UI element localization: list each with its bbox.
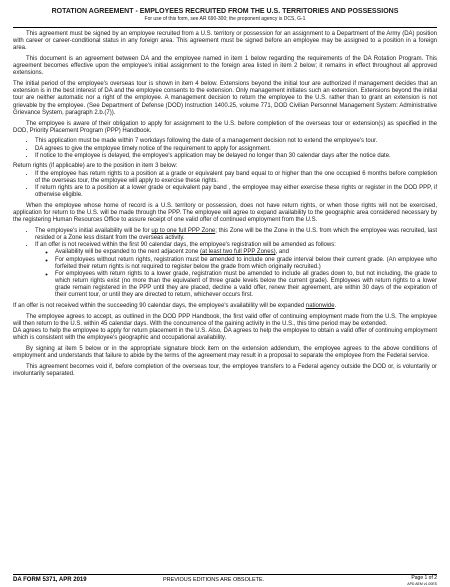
paragraph-text: . xyxy=(334,303,337,310)
paragraph-signature-consent: By signing at item 5 below or in the appropriate signature block item on the extension addendum, the employee agrees to the above conditions of employment and understands that failure to abide by the terms of the agreement may result in a proposal to separate the employee from the Federal service. xyxy=(13,346,437,360)
paragraph-signature-requirement: This agreement must be signed by an employee recruited from a U.S. territory or possession for an assignment to a Department of the Army (DA) position with career or career-conditional status in any foreign area. This agreement must be signed before an employee may be assigned to a position in a foreign area. xyxy=(13,31,437,52)
return-rights-list xyxy=(13,171,437,200)
form-content xyxy=(13,7,437,382)
paragraph-accept-offer: The employee agrees to accept, as outlined in the DOD PPP Handbook, the first valid offer of continuing employment made from the U.S. The employee will then return to the U.S. within 45 calendar days. With the concurrence of the gaining activity in the U.S., this time period may be extended. xyxy=(13,313,437,327)
page-number: Page 1 of 2 xyxy=(411,575,437,581)
header-divider xyxy=(13,27,437,28)
availability-list xyxy=(13,228,437,300)
application-timing-list xyxy=(13,138,437,159)
page-info xyxy=(407,576,437,587)
list-item: • If notice to the employee is delayed, the employee's application may be delayed no longer than 30 calendar days after the notice date. xyxy=(35,153,437,160)
list-text: If an offer is not received within the first 90 calendar days, the employee's registration will be amended as follows: xyxy=(35,242,336,249)
list-text: , and xyxy=(275,249,289,256)
form-subtitle: For use of this form, see AR 690-300; the proponent agency is DCS, G-1 xyxy=(144,16,306,22)
form-title: ROTATION AGREEMENT - EMPLOYEES RECRUITED FROM THE U.S. TERRITORIES AND POSSESSIONS xyxy=(51,8,399,15)
registration-amendment-list xyxy=(35,249,437,299)
paragraph-obligation-to-apply: The employee is aware of their obligation to apply for assignment to the U.S. before completion of the overseas tour or extension(s) as specified in the DOD, Priority Placement Program (PPP) Handbook. xyxy=(13,120,437,134)
list-item xyxy=(35,242,437,299)
underlined-text: up to one full PPP Zone xyxy=(151,227,216,234)
list-item: • If return rights are to a position at a lower grade or equivalent pay band , the employee may either exercise these rights or register in the DOD PPP, if otherwise eligible. xyxy=(35,185,437,199)
underlined-text: (at least two full PPP Zones) xyxy=(199,249,276,256)
paragraph-da-assistance: DA agrees to help the employee to apply for return placement in the U.S. Also, DA agrees to help the employee to obtain a valid offer of continuing employment which is consistent with the employee's geographic and occupational availability. xyxy=(13,328,437,342)
form-identifier: DA FORM 5371, APR 2019 xyxy=(13,577,87,583)
paragraph-agreement-scope: This document is an agreement between DA and the employee named in item 1 below regarding the requirements of the DA Rotation Program. This agreement becomes effective upon the employee's initial assignment to the foreign area listed in item 2 below; it remains in effect throughout all approved extensions. xyxy=(13,56,437,77)
return-rights-heading: Return rights (if applicable) are to the position in item 3 below: xyxy=(13,163,178,170)
paragraph-tour-extensions: The initial period of the employee's overseas tour is shown in item 4 below. Extensions beyond the initial tour are authorized if management decides that an extension is in the best interest of DA and the employee consents to the extension. Only management initiates such an extension. Extensions beyond the initial tour are neither automatic nor a right of the employee. A management decision to return the employee to the U.S. rather than to grant an extension is not grievable by the employee. (See Department of Defense (DOD) Instruction 1400.25, volume 771, DOD Civilian Personnel Management System: Administrative Grievance System, paragraph 2.b.(7)). xyxy=(13,81,437,116)
list-text: The employee's initial availability will be for xyxy=(35,227,152,234)
paragraph-no-return-rights: When the employee whose home of record is a U.S. territory or possession, does not have return rights, or when those rights will not be exercised, application for return to the U.S. will be made through the PPP. The employee will agree to expand availability to the geographic area considered necessary by the registering Human Resources Office to assure receipt of one valid offer of continued employment from the U.S. xyxy=(13,202,437,224)
list-item: • If the employee has return rights to a position at a grade or equivalent pay band equal to or higher than the one occupied 6 months before completion of the overseas tour, the employee will apply to exercise these rights. xyxy=(35,171,437,185)
list-item: • This application must be made within 7 workdays following the date of a management decision not to extend the employee's tour. xyxy=(35,138,437,145)
paragraph-void-conditions: This agreement becomes void if, before completion of the overseas tour, the employee transfers to a Federal agency outside the DOD or, is voluntarily or involuntarily separated. xyxy=(13,363,437,378)
sub-list-item xyxy=(55,249,437,256)
list-item xyxy=(35,228,437,242)
sub-list-item: ◦ For employees with return rights to a lower grade, registration must be amended to include all grades down to, but not including, the grade to which return rights exist (no more than the equivalent of three grade levels below the current grade). Employees with return rights to a lower grade remain registered in the PPP until they are placed, decline a valid offer, renew their agreement, are within 30 days of the expiration of their current tour, or until they are directed to return, whichever occurs first. xyxy=(55,271,437,300)
sub-list-item: ◦ For employees without return rights, registration must be amended to include one grade interval below their current grade. (An employee who forfeited their return rights is not required to register below the grade from which originally recruited.) xyxy=(55,257,437,271)
previous-editions-note: PREVIOUS EDITIONS ARE OBSOLETE. xyxy=(163,577,265,583)
paragraph-nationwide xyxy=(13,303,437,310)
form-footer xyxy=(13,574,437,587)
list-text: Availability will be expanded to the next adjacent zone xyxy=(55,249,200,256)
list-item: • DA agrees to give the employee timely notice of the requirement to apply for assignment. xyxy=(35,146,437,153)
list-text: ; this Zone will be the Zone in the U.S. from which the employee was recruited, last resided or a Zone less distant from the overseas activity. xyxy=(35,227,437,242)
version-stamp: APD AEM v1.00ES xyxy=(407,581,437,586)
underlined-text: nationwide xyxy=(305,303,335,310)
paragraph-text: If an offer is not received within the succeeding 90 calendar days, the employee's availability will be expanded xyxy=(13,303,306,310)
